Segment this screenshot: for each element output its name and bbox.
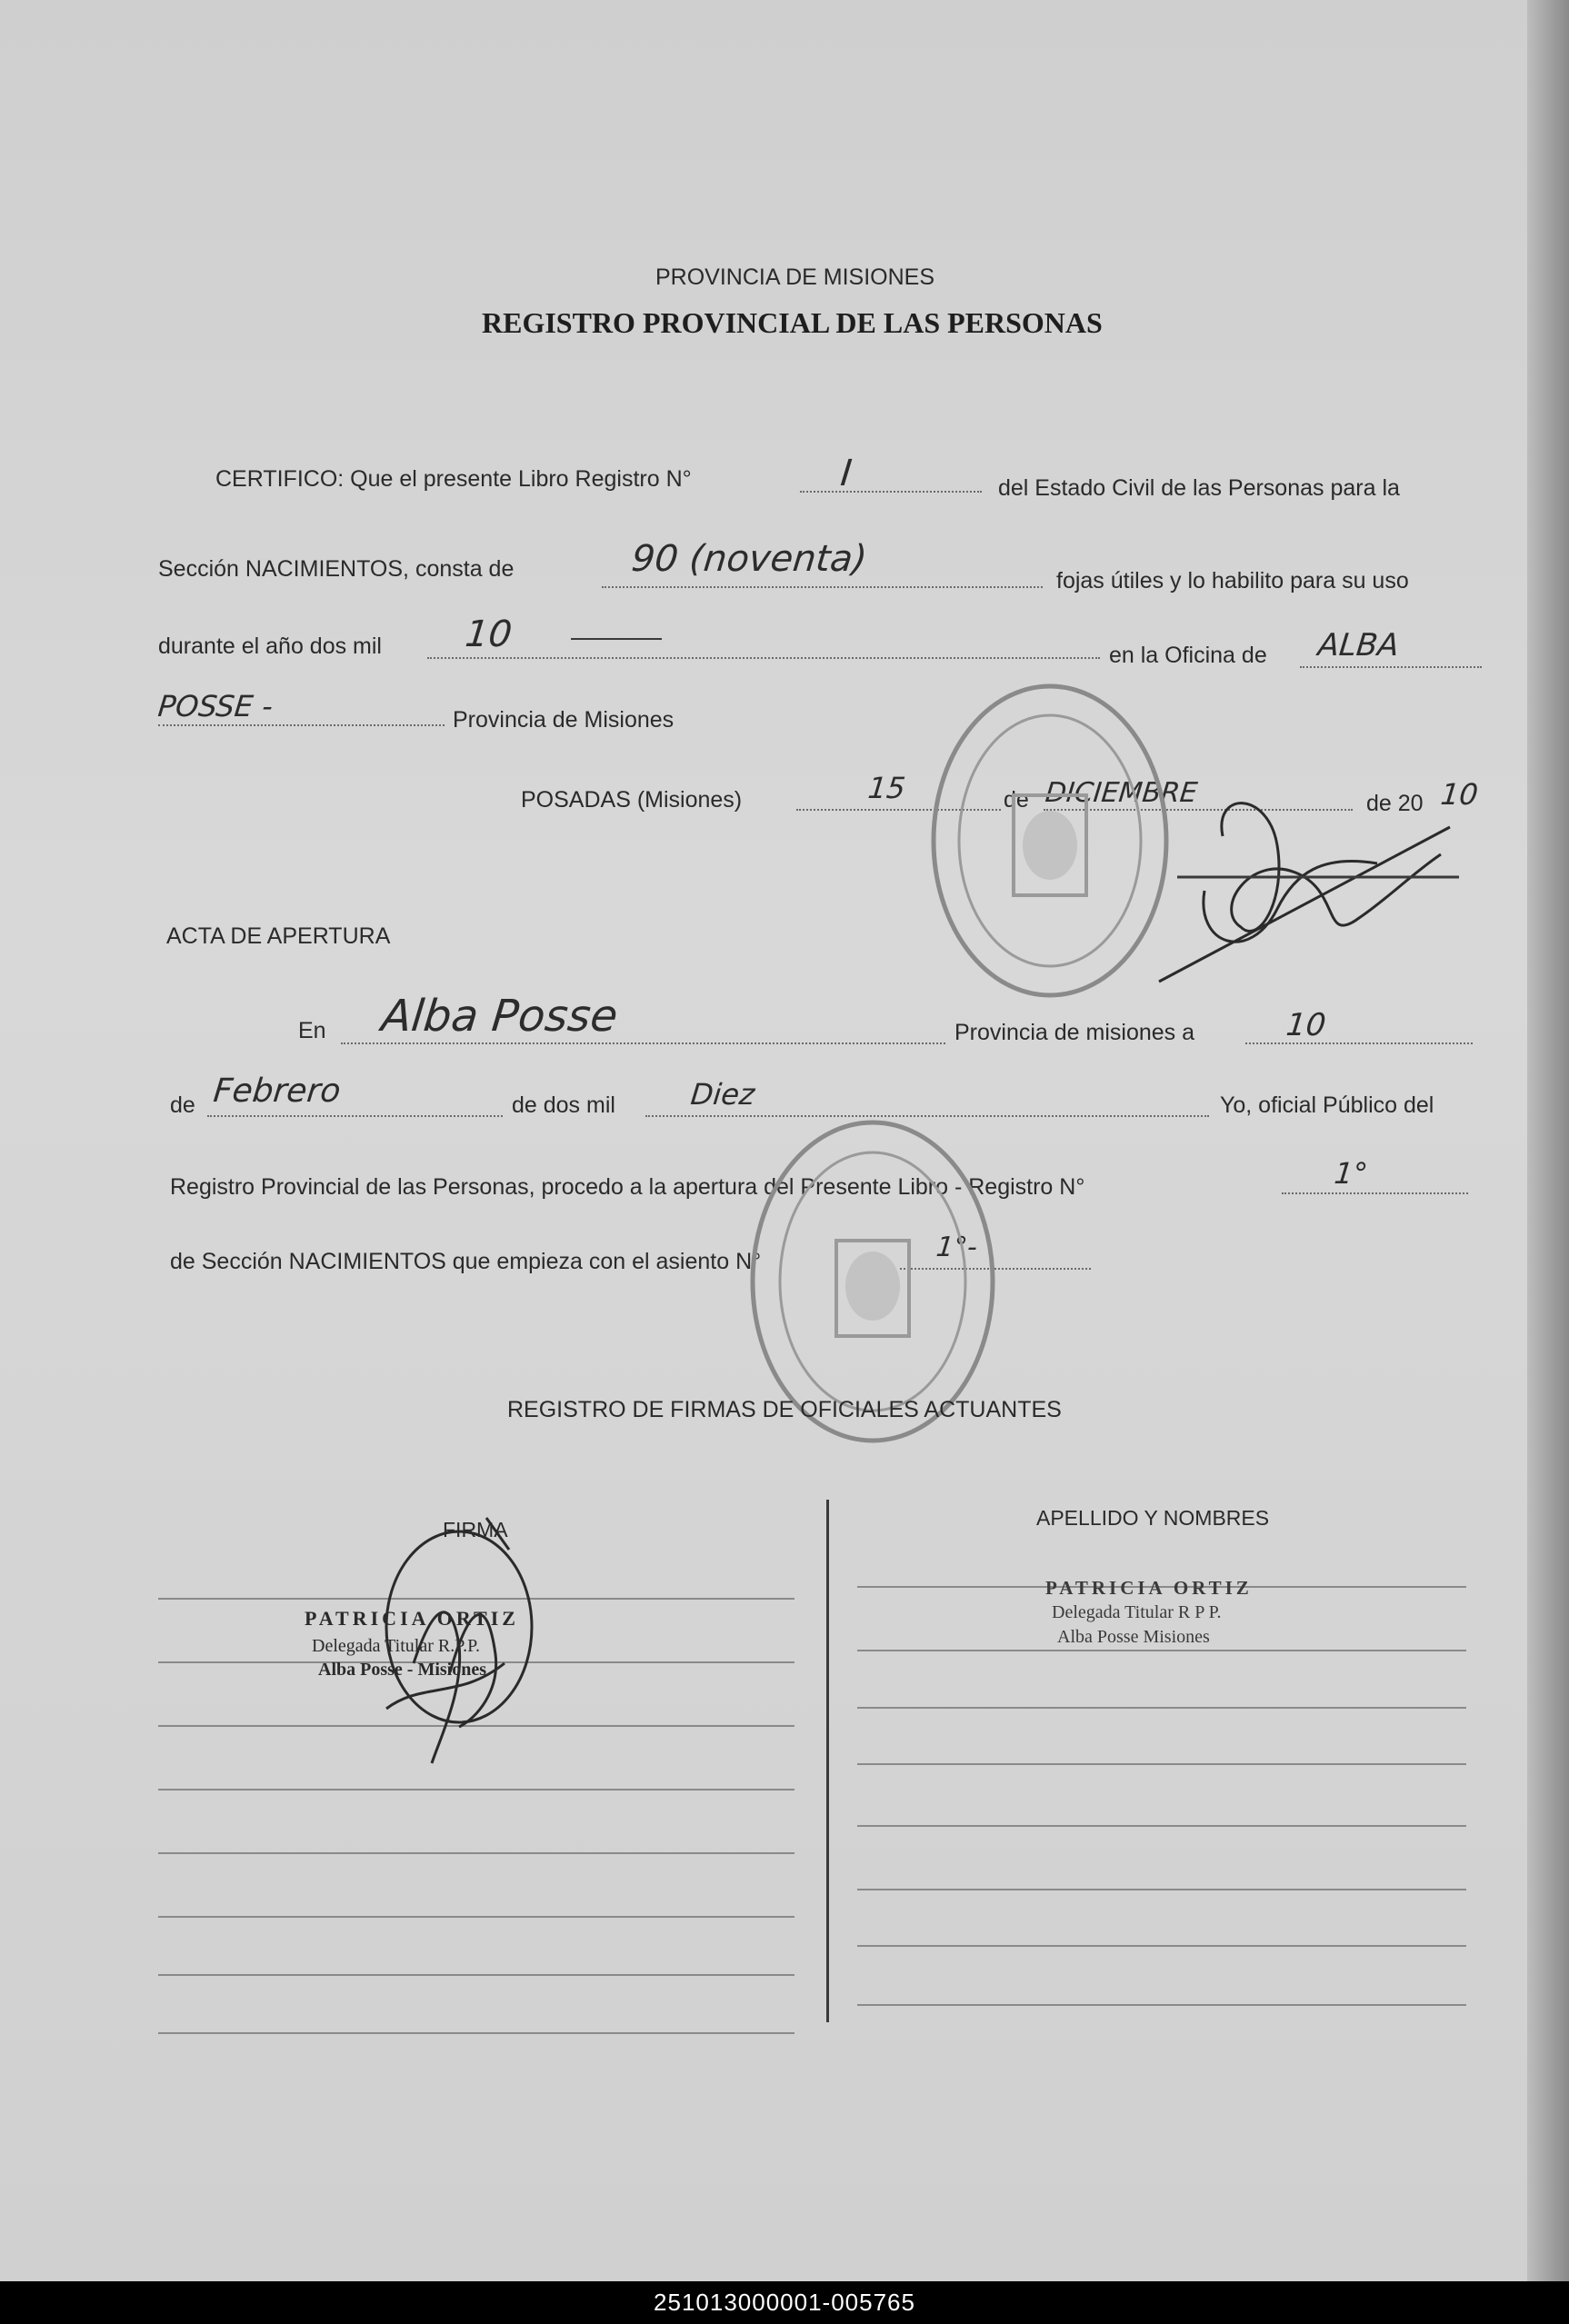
place-label: POSADAS (Misiones): [521, 787, 743, 813]
acta-day-value: 10: [1284, 1007, 1328, 1043]
year-field: [427, 657, 1100, 659]
stamp-right-title: Delegada Titular R P P.: [1052, 1602, 1222, 1622]
stamp-left-name: PATRICIA ORTIZ: [305, 1607, 519, 1630]
book-number-value: I: [838, 453, 854, 494]
acta-year-value: Diez: [689, 1077, 757, 1112]
acta-book-field: [1282, 1192, 1468, 1194]
stamp-left-place: Alba Posse - Misiones: [318, 1660, 486, 1680]
book-number-field: [800, 491, 982, 493]
signature-line: [158, 1916, 794, 1918]
acta-place-field: [341, 1042, 945, 1044]
name-line: [857, 1889, 1466, 1890]
cert-line2-suffix: fojas útiles y lo habilito para su uso: [1056, 568, 1409, 593]
day-value: 15: [866, 771, 907, 805]
acta-year-label: de dos mil: [512, 1092, 615, 1118]
acta-province-label: Provincia de misiones a: [954, 1020, 1195, 1045]
cert-line1-prefix: CERTIFICO: Que el presente Libro Registro N°: [215, 466, 692, 492]
province-heading: PROVINCIA DE MISIONES: [655, 264, 935, 290]
name-line: [857, 2004, 1466, 2006]
signature-bottom: [350, 1500, 568, 1772]
signature-line: [158, 2032, 794, 2034]
acta-line4: de Sección NACIMIENTOS que empieza con el asiento N°: [170, 1249, 762, 1274]
de-label: de: [1004, 787, 1029, 813]
signature-line: [158, 1789, 794, 1790]
acta-line3: Registro Provincial de las Personas, procedo a la apertura del Presente Libro - Registro N°: [170, 1174, 1085, 1200]
acta-month-value: Febrero: [211, 1072, 343, 1110]
name-line: [857, 1707, 1466, 1709]
stamp-left-title: Delegada Titular R.P.P.: [312, 1636, 481, 1656]
cert-line1-suffix: del Estado Civil de las Personas para la: [998, 475, 1400, 501]
name-line: [857, 1763, 1466, 1765]
acta-entry-value: 1°-: [934, 1232, 979, 1263]
signature-line: [158, 1974, 794, 1976]
stamp-right-name: PATRICIA ORTIZ: [1045, 1577, 1253, 1599]
year-value: 10: [463, 613, 515, 655]
registry-heading: REGISTRO PROVINCIAL DE LAS PERSONAS: [482, 306, 1103, 339]
stamp-right-place: Alba Posse Misiones: [1057, 1627, 1210, 1647]
cert-line4-suffix: Provincia de Misiones: [453, 707, 675, 733]
folios-field: [602, 586, 1043, 588]
col-left-header: FIRMA: [443, 1518, 508, 1541]
folios-value: 90 (noventa): [629, 538, 869, 580]
page-edge: [1527, 0, 1569, 2281]
cert-line3-suffix: en la Oficina de: [1109, 643, 1267, 668]
official-seal-top: [927, 677, 1173, 1004]
acta-de-label: de: [170, 1092, 195, 1118]
cert-line2-prefix: Sección NACIMIENTOS, consta de: [158, 556, 515, 582]
office-field: [1300, 666, 1482, 668]
acta-month-field: [207, 1115, 503, 1117]
year-prefix-label: de 20: [1366, 791, 1424, 816]
name-line: [857, 1650, 1466, 1651]
acta-day-field: [1245, 1042, 1473, 1044]
month-value: DICIEMBRE: [1044, 777, 1199, 809]
acta-book-value: 1°: [1333, 1156, 1370, 1191]
acta-en-label: En: [298, 1018, 326, 1043]
col-right-header: APELLIDO Y NOMBRES: [1036, 1506, 1270, 1530]
cert-line3-prefix: durante el año dos mil: [158, 633, 382, 659]
acta-title: ACTA DE APERTURA: [166, 923, 391, 949]
year-suffix-value: 10: [1439, 777, 1480, 812]
column-divider: [826, 1500, 829, 2022]
office-value-part1: ALBA: [1315, 627, 1401, 663]
signatures-title: REGISTRO DE FIRMAS DE OFICIALES ACTUANTES: [507, 1397, 1062, 1422]
office-value-part2: POSSE -: [156, 689, 275, 723]
year-dash: [571, 638, 662, 640]
signature-top: [1141, 773, 1468, 1009]
signature-line: [158, 1852, 794, 1854]
acta-official-label: Yo, oficial Público del: [1220, 1092, 1434, 1118]
office-field-cont: [158, 724, 445, 726]
name-line: [857, 1825, 1466, 1827]
name-line: [857, 1945, 1466, 1947]
document-id: 251013000001-005765: [0, 2281, 1569, 2324]
acta-place-value: Alba Posse: [379, 991, 621, 1042]
